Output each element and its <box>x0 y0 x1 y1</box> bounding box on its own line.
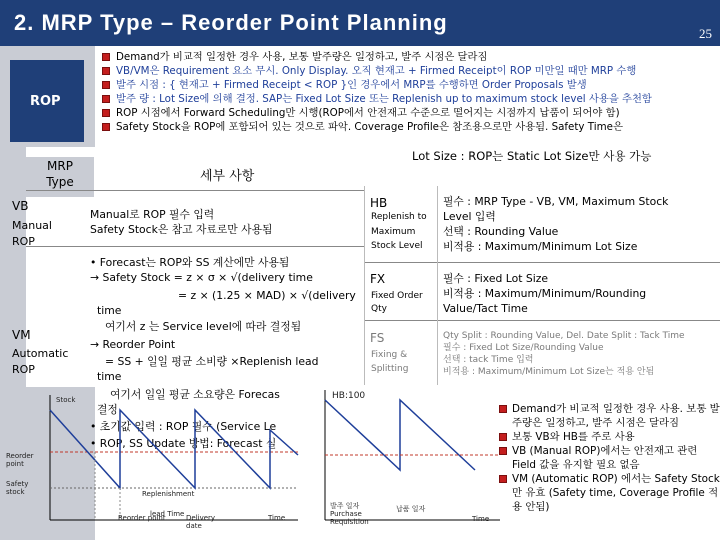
graph-replenish-label: Replenishment <box>142 490 195 498</box>
vm-detail-line: time <box>97 304 122 317</box>
bullet-square-icon <box>499 475 507 483</box>
page-title: 2. MRP Type – Reorder Point Planning <box>14 10 448 35</box>
lot-text-line: 필수 : MRP Type - VB, VM, Maximum Stock <box>443 195 669 208</box>
graph-reorderpoint-x-label: Reorder point <box>118 514 166 522</box>
mrp-type-header: MRP Type <box>46 159 74 189</box>
lot-text-line: Level 입력 <box>443 210 496 223</box>
bullet-square-icon <box>499 447 507 455</box>
vb-detail-line: Manual로 ROP 필수 입력 <box>90 208 215 221</box>
lot-text-line: 필수 : Fixed Lot Size <box>443 272 549 285</box>
right-bullet-item: VB (Manual ROP)에서는 안전재고 관련 Field 값을 유지할 필요 없음 <box>498 444 720 472</box>
bullet-square-icon <box>102 81 110 89</box>
bullet-item: 발주 량 : Lot Size에 의해 결정. SAP는 Fixed Lot Size 또는 Replenish up to maximum stock level 사용을 추천함 <box>100 92 720 106</box>
table-divider <box>364 262 720 263</box>
rop-label: ROP <box>30 94 61 109</box>
bullet-square-icon <box>499 405 507 413</box>
vm-detail-line: • Forecast는 ROP와 SS 계산에만 사용됨 <box>90 256 290 269</box>
lot-text-line: 비적용 : Maximum/Minimum Lot Size는 적용 안됨 <box>443 367 655 377</box>
bullet-square-icon <box>499 433 507 441</box>
graph2-purchase-label: Purchase Requisition <box>330 510 369 526</box>
lot-text-line: Qty Split : Rounding Value, Del. Date Split : Tack Time <box>443 331 685 341</box>
table-divider <box>437 186 438 386</box>
vb-label: VB <box>12 199 29 213</box>
page-number: 25 <box>699 26 712 41</box>
graph2-issue-label: 발주 일자 <box>330 502 360 510</box>
bullet-square-icon <box>102 95 110 103</box>
bullet-square-icon <box>102 109 110 117</box>
bullet-item: ROP 시점에서 Forward Scheduling만 시행(ROP에서 안전재고 수준으로 떨어지는 시점까지 납품이 되어야 함) <box>100 106 720 120</box>
lot-code-hb: HB <box>370 196 388 210</box>
lot-text-line: 선택 : Rounding Value <box>443 225 559 238</box>
bullet-square-icon <box>102 67 110 75</box>
vm-detail-line: • ROP, SS Update 방법: Forecast 실 <box>90 437 277 450</box>
lot-name-line: Splitting <box>371 364 409 374</box>
vm-sublabel: Automatic ROP <box>12 347 69 376</box>
bullet-item: Demand가 비교적 일정한 경우 사용, 보통 발주량은 일정하고, 발주 시점은 달라짐 <box>100 50 720 64</box>
graph-delivery-label: Delivery date <box>186 514 216 530</box>
vb-detail-line: Safety Stock은 참고 자료로만 사용됨 <box>90 223 273 236</box>
lot-name-line: Qty <box>371 304 387 314</box>
stock-level-line <box>50 410 298 488</box>
detail-header: 세부 사항 <box>200 169 255 184</box>
lot-text-line: Value/Tact Time <box>443 302 528 315</box>
table-divider <box>26 246 364 247</box>
right-bullet-item: VM (Automatic ROP) 에서는 Safety Stock만 유효 (Safety time, Coverage Profile 적용 안됨) <box>498 472 720 514</box>
graph-safety-label: Safety stock <box>6 480 29 496</box>
vm-label: VM <box>12 328 31 342</box>
bullet-item: 발주 시점 : { 현재고 + Firmed Receipt < ROP }인 경우에서 MRP를 수행하면 Order Proposals 발생 <box>100 78 720 92</box>
graph2-time-label: Time <box>472 515 490 523</box>
lot-name-line: Stock Level <box>371 241 423 251</box>
bullet-item: VB/VM은 Requirement 요소 무시. Only Display. 오직 현재고 + Firmed Receipt이 ROP 미만일 때만 MRP 수행 <box>100 64 720 78</box>
vm-detail-line: → Reorder Point <box>90 338 176 351</box>
vm-detail-line: 결정 <box>97 403 118 416</box>
bullet-item: Safety Stock을 ROP에 포함되어 있는 것으로 파악. Coverage Profile은 참조용으로만 사용됨. Safety Time은 <box>100 120 720 134</box>
vm-detail-line: = z × (1.25 × MAD) × √(delivery <box>178 289 356 302</box>
vm-detail-line: time <box>97 370 122 383</box>
vm-detail-line: → Safety Stock = z × σ × √(delivery time <box>90 271 313 284</box>
graph-stock-label: Stock <box>56 396 76 404</box>
bullet-square-icon <box>102 123 110 131</box>
lot-name-line: Fixed Order <box>371 291 423 301</box>
lot-size-header: Lot Size : ROP는 Static Lot Size만 사용 가능 <box>412 149 652 163</box>
table-divider <box>364 186 365 386</box>
vm-detail-line: 여기서 일일 평균 소요량은 Forecas <box>110 388 280 401</box>
table-divider <box>26 190 364 191</box>
right-bullet-item: Demand가 비교적 일정한 경우 사용. 보통 발주량은 일정하고, 발주 시점은 달라짐 <box>498 402 720 430</box>
table-divider <box>364 320 720 321</box>
vm-detail-line: = SS + 일일 평균 소비량 ×Replenish lead <box>105 355 319 368</box>
lot-name-line: Maximum <box>371 227 416 237</box>
graph-leadtime-label: lead Time <box>150 510 185 518</box>
graph-time-label: Time <box>268 514 286 522</box>
lot-text-line: 선택 : tack Time 입력 <box>443 355 534 365</box>
vm-detail-line: 여기서 z 는 Service level에 따라 결정됨 <box>105 320 302 333</box>
lot-code-fx: FX <box>370 272 386 286</box>
lot-name-line: Fixing & <box>371 350 408 360</box>
right-bullet-list <box>498 402 720 514</box>
title-bar <box>0 0 720 46</box>
lot-text-line: 비적용 : Maximum/Minimum Lot Size <box>443 240 638 253</box>
graph2-hb-label: HB:100 <box>332 391 366 401</box>
lot-code-fs: FS <box>370 331 385 345</box>
bullet-square-icon <box>102 53 110 61</box>
right-bullet-item: 보통 VB와 HB를 주로 사용 <box>498 430 720 444</box>
vb-sublabel: Manual ROP <box>12 219 52 248</box>
lot-name-line: Replenish to <box>371 212 427 222</box>
main-bullet-list <box>100 50 720 134</box>
graph2-delivery-label: 납품 일자 <box>396 505 426 513</box>
graph-reorder-label: Reorder point <box>6 452 34 468</box>
vm-detail-line: • 초기값 입력 : ROP 필수 (Service Le <box>90 420 277 433</box>
lot-text-line: 비적용 : Maximum/Minimum/Rounding <box>443 287 647 300</box>
lot-text-line: 필수 : Fixed Lot Size/Rounding Value <box>443 343 604 353</box>
